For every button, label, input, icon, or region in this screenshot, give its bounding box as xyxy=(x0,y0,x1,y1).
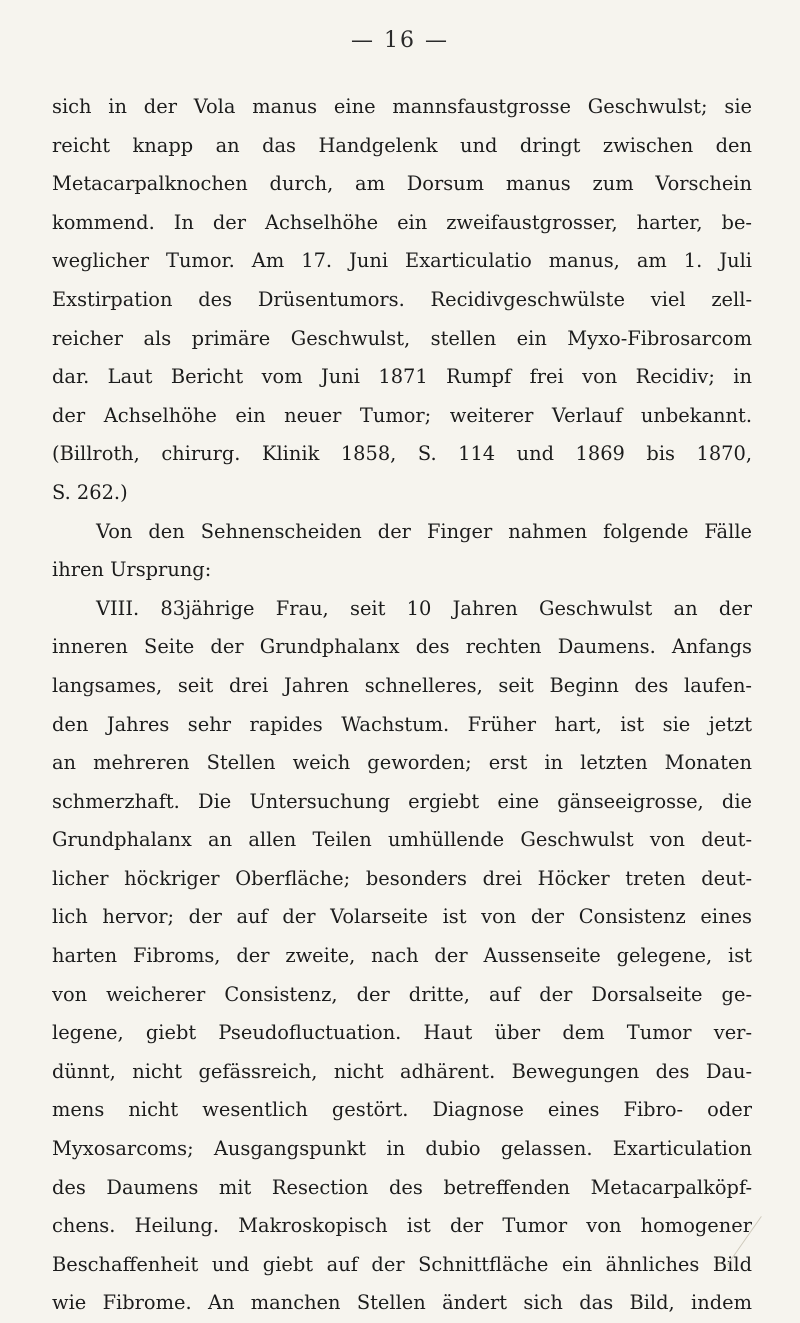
text-line: inneren Seite der Grundphalanx des rechten Daumens. Anfangs xyxy=(52,635,752,659)
text-line: der Achselhöhe ein neuer Tumor; weiterer Verlauf unbekannt. xyxy=(52,403,752,427)
text-line: legene, giebt Pseudofluctuation. Haut über dem Tumor ver- xyxy=(52,1021,752,1045)
text-line: wie Fibrome. An manchen Stellen ändert sich das Bild, indem xyxy=(52,1291,752,1315)
text-line: Exstirpation des Drüsentumors. Recidivgeschwülste viel zell- xyxy=(52,287,752,311)
text-line: Metacarpalknochen durch, am Dorsum manus zum Vorschein xyxy=(52,172,752,196)
body-text xyxy=(52,88,752,1323)
text-line: licher höckriger Oberfläche; besonders drei Höcker treten deut- xyxy=(52,866,752,890)
text-line: kommend. In der Achselhöhe ein zweifaustgrosser, harter, be- xyxy=(52,210,752,234)
text-line: lich hervor; der auf der Volarseite ist von der Consistenz eines xyxy=(52,905,752,929)
text-line: (Billroth, chirurg. Klinik 1858, S. 114 und 1869 bis 1870, xyxy=(52,442,752,466)
text-line: reicher als primäre Geschwulst, stellen ein Myxo-Fibrosarcom xyxy=(52,326,752,350)
text-line: harten Fibroms, der zweite, nach der Aussenseite gelegene, ist xyxy=(52,944,752,968)
text-line: dünnt, nicht gefässreich, nicht adhärent. Bewegungen des Dau- xyxy=(52,1059,752,1083)
text-line: Myxosarcoms; Ausgangspunkt in dubio gelassen. Exarticulation xyxy=(52,1137,752,1161)
text-line: VIII. 83jährige Frau, seit 10 Jahren Geschwulst an der xyxy=(96,596,752,620)
page-number: — 16 — xyxy=(351,28,449,53)
text-line: weglicher Tumor. Am 17. Juni Exarticulatio manus, am 1. Juli xyxy=(52,249,752,273)
text-line: schmerzhaft. Die Untersuchung ergiebt eine gänseeigrosse, die xyxy=(52,789,752,813)
text-line: Beschaffenheit und giebt auf der Schnittfläche ein ähnliches Bild xyxy=(52,1252,752,1276)
text-line: Grundphalanx an allen Teilen umhüllende Geschwulst von deut- xyxy=(52,828,752,852)
text-line: von weicherer Consistenz, der dritte, auf der Dorsalseite ge- xyxy=(52,982,752,1006)
text-line: reicht knapp an das Handgelenk und dringt zwischen den xyxy=(52,133,752,157)
text-line: chens. Heilung. Makroskopisch ist der Tumor von homogener xyxy=(52,1214,752,1238)
text-line: sich in der Vola manus eine mannsfaustgrosse Geschwulst; sie xyxy=(52,95,752,118)
text-line: des Daumens mit Resection des betreffenden Metacarpalköpf- xyxy=(52,1175,752,1199)
text-line: dar. Laut Bericht vom Juni 1871 Rumpf frei von Recidiv; in xyxy=(52,365,752,389)
text-line: an mehreren Stellen weich geworden; erst in letzten Monaten xyxy=(52,751,752,775)
text-line: S. 262.) xyxy=(52,480,128,504)
text-line: langsames, seit drei Jahren schnelleres, seit Beginn des laufen- xyxy=(52,673,752,697)
text-line: mens nicht wesentlich gestört. Diagnose eines Fibro- oder xyxy=(52,1098,752,1122)
text-line: ihren Ursprung: xyxy=(52,558,212,582)
text-line: den Jahres sehr rapides Wachstum. Früher hart, ist sie jetzt xyxy=(52,712,752,736)
text-line: Von den Sehnenscheiden der Finger nahmen folgende Fälle xyxy=(96,519,752,543)
